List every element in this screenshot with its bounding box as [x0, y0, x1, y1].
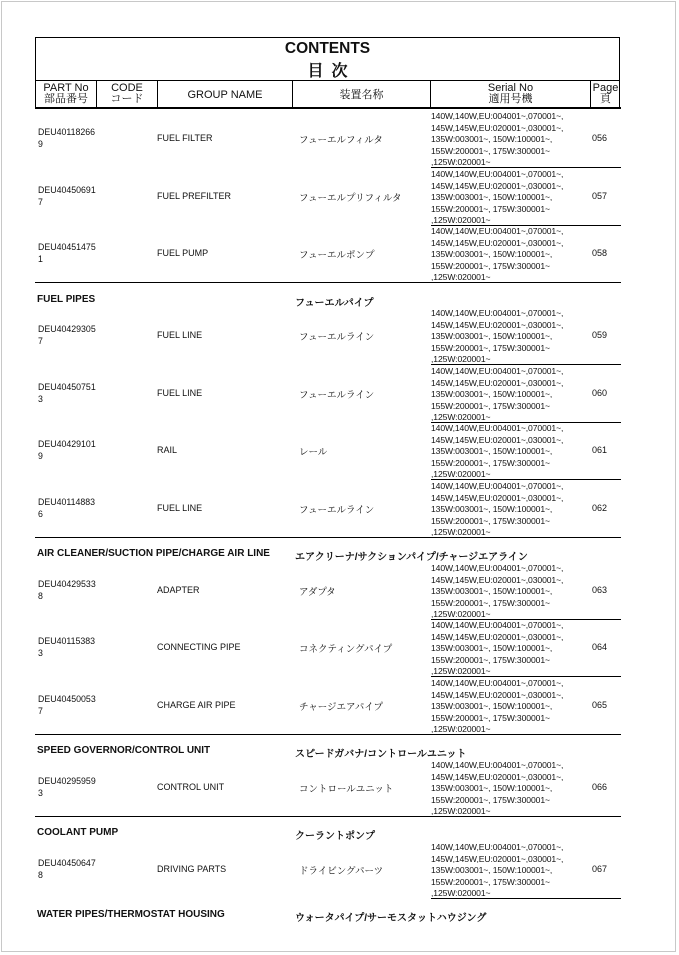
col-code: CODE コード: [97, 80, 158, 108]
section-title-jp: エアクリーナ/サクションパイプ/チャージエアライン: [295, 552, 528, 563]
device-name-jp: フューエルプリフィルタ: [299, 193, 402, 204]
group-name: CONNECTING PIPE: [157, 642, 241, 652]
part-number: DEU40450647 8: [38, 858, 96, 880]
serial-numbers: 140W,140W,EU:004001~,070001~, 145W,145W,EU:020001~,030001~, 135W:003001~, 150W:100001~, 155W:200001~, 175W:300001~ ,125W:020001~: [431, 423, 564, 480]
page-number: 062: [592, 503, 608, 513]
section-heading: [37, 827, 375, 842]
page-number: 065: [592, 700, 608, 710]
device-name-jp: フューエルライン: [299, 332, 375, 343]
device-name-jp: フューエルライン: [299, 505, 375, 516]
part-number: DEU40429101 9: [38, 439, 96, 461]
group-name: CONTROL UNIT: [157, 782, 225, 792]
table-row: [35, 168, 621, 226]
serial-numbers: 140W,140W,EU:004001~,070001~, 145W,145W,EU:020001~,030001~, 135W:003001~, 150W:100001~, 155W:200001~, 175W:300001~ ,125W:020001~: [431, 366, 564, 423]
group-name: FUEL FILTER: [157, 133, 213, 143]
part-number: DEU40115383 3: [38, 636, 96, 658]
group-name: FUEL PUMP: [157, 248, 209, 258]
table-row: [35, 759, 621, 817]
section-heading: [37, 909, 487, 924]
row-rule: [35, 282, 621, 283]
page-number: 060: [592, 388, 608, 398]
device-name-jp: フューエルライン: [299, 390, 375, 401]
page-number: 058: [592, 248, 608, 258]
serial-numbers: 140W,140W,EU:004001~,070001~, 145W,145W,EU:020001~,030001~, 135W:003001~, 150W:100001~, 155W:200001~, 175W:300001~ ,125W:020001~: [431, 760, 564, 817]
device-name-jp: フューエルポンプ: [299, 250, 375, 261]
part-number: DEU40114883 6: [38, 497, 96, 519]
group-name: FUEL LINE: [157, 503, 203, 513]
section-title-en: FUEL PIPES: [37, 294, 96, 305]
serial-numbers: 140W,140W,EU:004001~,070001~, 145W,145W,EU:020001~,030001~, 135W:003001~, 150W:100001~, 155W:200001~, 175W:300001~ ,125W:020001~: [431, 111, 564, 168]
serial-numbers: 140W,140W,EU:004001~,070001~, 145W,145W,EU:020001~,030001~, 135W:003001~, 150W:100001~, 155W:200001~, 175W:300001~ ,125W:020001~: [431, 169, 564, 226]
section-title-jp: フューエルパイプ: [295, 298, 374, 309]
part-number: DEU40450751 3: [38, 382, 96, 404]
page-number: 057: [592, 191, 608, 201]
page-number: 066: [592, 782, 608, 792]
section-heading: [37, 745, 467, 760]
device-name-jp: レール: [299, 447, 328, 458]
serial-numbers: 140W,140W,EU:004001~,070001~, 145W,145W,EU:020001~,030001~, 135W:003001~, 150W:100001~, 155W:200001~, 175W:300001~ ,125W:020001~: [431, 226, 564, 283]
device-name-jp: コネクティングパイプ: [299, 644, 393, 655]
part-number: DEU40450691 7: [38, 185, 96, 207]
group-name: DRIVING PARTS: [157, 864, 227, 874]
serial-numbers: 140W,140W,EU:004001~,070001~, 145W,145W,EU:020001~,030001~, 135W:003001~, 150W:100001~, 155W:200001~, 175W:300001~ ,125W:020001~: [431, 481, 564, 538]
table-row: [35, 480, 621, 538]
header-rule: [35, 107, 621, 109]
device-name-jp: アダプタ: [299, 587, 336, 598]
table-row: [35, 422, 621, 480]
section-heading: [37, 294, 374, 309]
table-row: [35, 619, 621, 677]
table-row: [35, 225, 621, 283]
page-number: 056: [592, 133, 608, 143]
serial-numbers: 140W,140W,EU:004001~,070001~, 145W,145W,EU:020001~,030001~, 135W:003001~, 150W:100001~, 155W:200001~, 175W:300001~ ,125W:020001~: [431, 842, 564, 899]
group-name: FUEL LINE: [157, 388, 203, 398]
contents-header: [35, 37, 620, 108]
page-title: CONTENTS: [284, 40, 371, 57]
group-name: CHARGE AIR PIPE: [157, 700, 236, 710]
section-title-jp: ウォータパイプ/サーモスタットハウジング: [295, 913, 487, 924]
part-number: DEU40429305 7: [38, 324, 96, 346]
page-number: 059: [592, 330, 608, 340]
part-number: DEU40429533 8: [38, 579, 96, 601]
section-title-en: AIR CLEANER/SUCTION PIPE/CHARGE AIR LINE: [37, 548, 270, 559]
page-number: 061: [592, 445, 608, 455]
section-title-en: WATER PIPES/THERMOSTAT HOUSING: [37, 909, 225, 920]
col-device-name: 装置名称: [293, 80, 431, 108]
device-name-jp: コントロールユニット: [299, 784, 394, 795]
device-name-jp: チャージエアパイプ: [299, 702, 383, 713]
col-page: Page 頁: [591, 80, 620, 108]
row-rule: [35, 816, 621, 817]
col-serial-no: Serial No 適用号機: [431, 80, 591, 108]
col-group-name: GROUP NAME: [158, 80, 293, 108]
serial-numbers: 140W,140W,EU:004001~,070001~, 145W,145W,EU:020001~,030001~, 135W:003001~, 150W:100001~, 155W:200001~, 175W:300001~ ,125W:020001~: [431, 563, 564, 620]
part-number: DEU40450053 7: [38, 694, 96, 716]
device-name-jp: フューエルフィルタ: [299, 135, 383, 146]
device-name-jp: ドライビングパーツ: [299, 866, 384, 877]
page-title-jp: 目次: [307, 63, 356, 80]
section-title-jp: スピードガバナ/コントロールユニット: [295, 749, 467, 760]
row-rule: [35, 734, 621, 735]
group-name: FUEL LINE: [157, 330, 203, 340]
part-number: DEU40295959 3: [38, 776, 96, 798]
page-number: 063: [592, 585, 608, 595]
group-name: FUEL PREFILTER: [157, 191, 232, 201]
row-rule: [35, 537, 621, 538]
serial-numbers: 140W,140W,EU:004001~,070001~, 145W,145W,EU:020001~,030001~, 135W:003001~, 150W:100001~, 155W:200001~, 175W:300001~ ,125W:020001~: [431, 678, 564, 735]
table-row: [35, 677, 621, 735]
part-number: DEU40451475 1: [38, 242, 96, 264]
section-title-jp: クーラントポンプ: [295, 831, 375, 842]
table-row: [35, 365, 621, 423]
table-row: [35, 841, 621, 899]
group-name: ADAPTER: [157, 585, 200, 595]
row-rule: [431, 898, 621, 899]
col-part-no: PART No 部品番号: [36, 80, 97, 108]
section-title-en: SPEED GOVERNOR/CONTROL UNIT: [37, 745, 211, 756]
table-row: [35, 307, 621, 365]
page-number: 064: [592, 642, 608, 652]
part-number: DEU40118266 9: [38, 127, 96, 149]
serial-numbers: 140W,140W,EU:004001~,070001~, 145W,145W,EU:020001~,030001~, 135W:003001~, 150W:100001~, 155W:200001~, 175W:300001~ ,125W:020001~: [431, 620, 564, 677]
section-heading: [37, 548, 528, 563]
table-row: [35, 562, 621, 620]
table-row: [35, 110, 621, 168]
group-name: RAIL: [157, 445, 178, 455]
page-number: 067: [592, 864, 608, 874]
serial-numbers: 140W,140W,EU:004001~,070001~, 145W,145W,EU:020001~,030001~, 135W:003001~, 150W:100001~, 155W:200001~, 175W:300001~ ,125W:020001~: [431, 308, 564, 365]
section-title-en: COOLANT PUMP: [37, 827, 119, 838]
